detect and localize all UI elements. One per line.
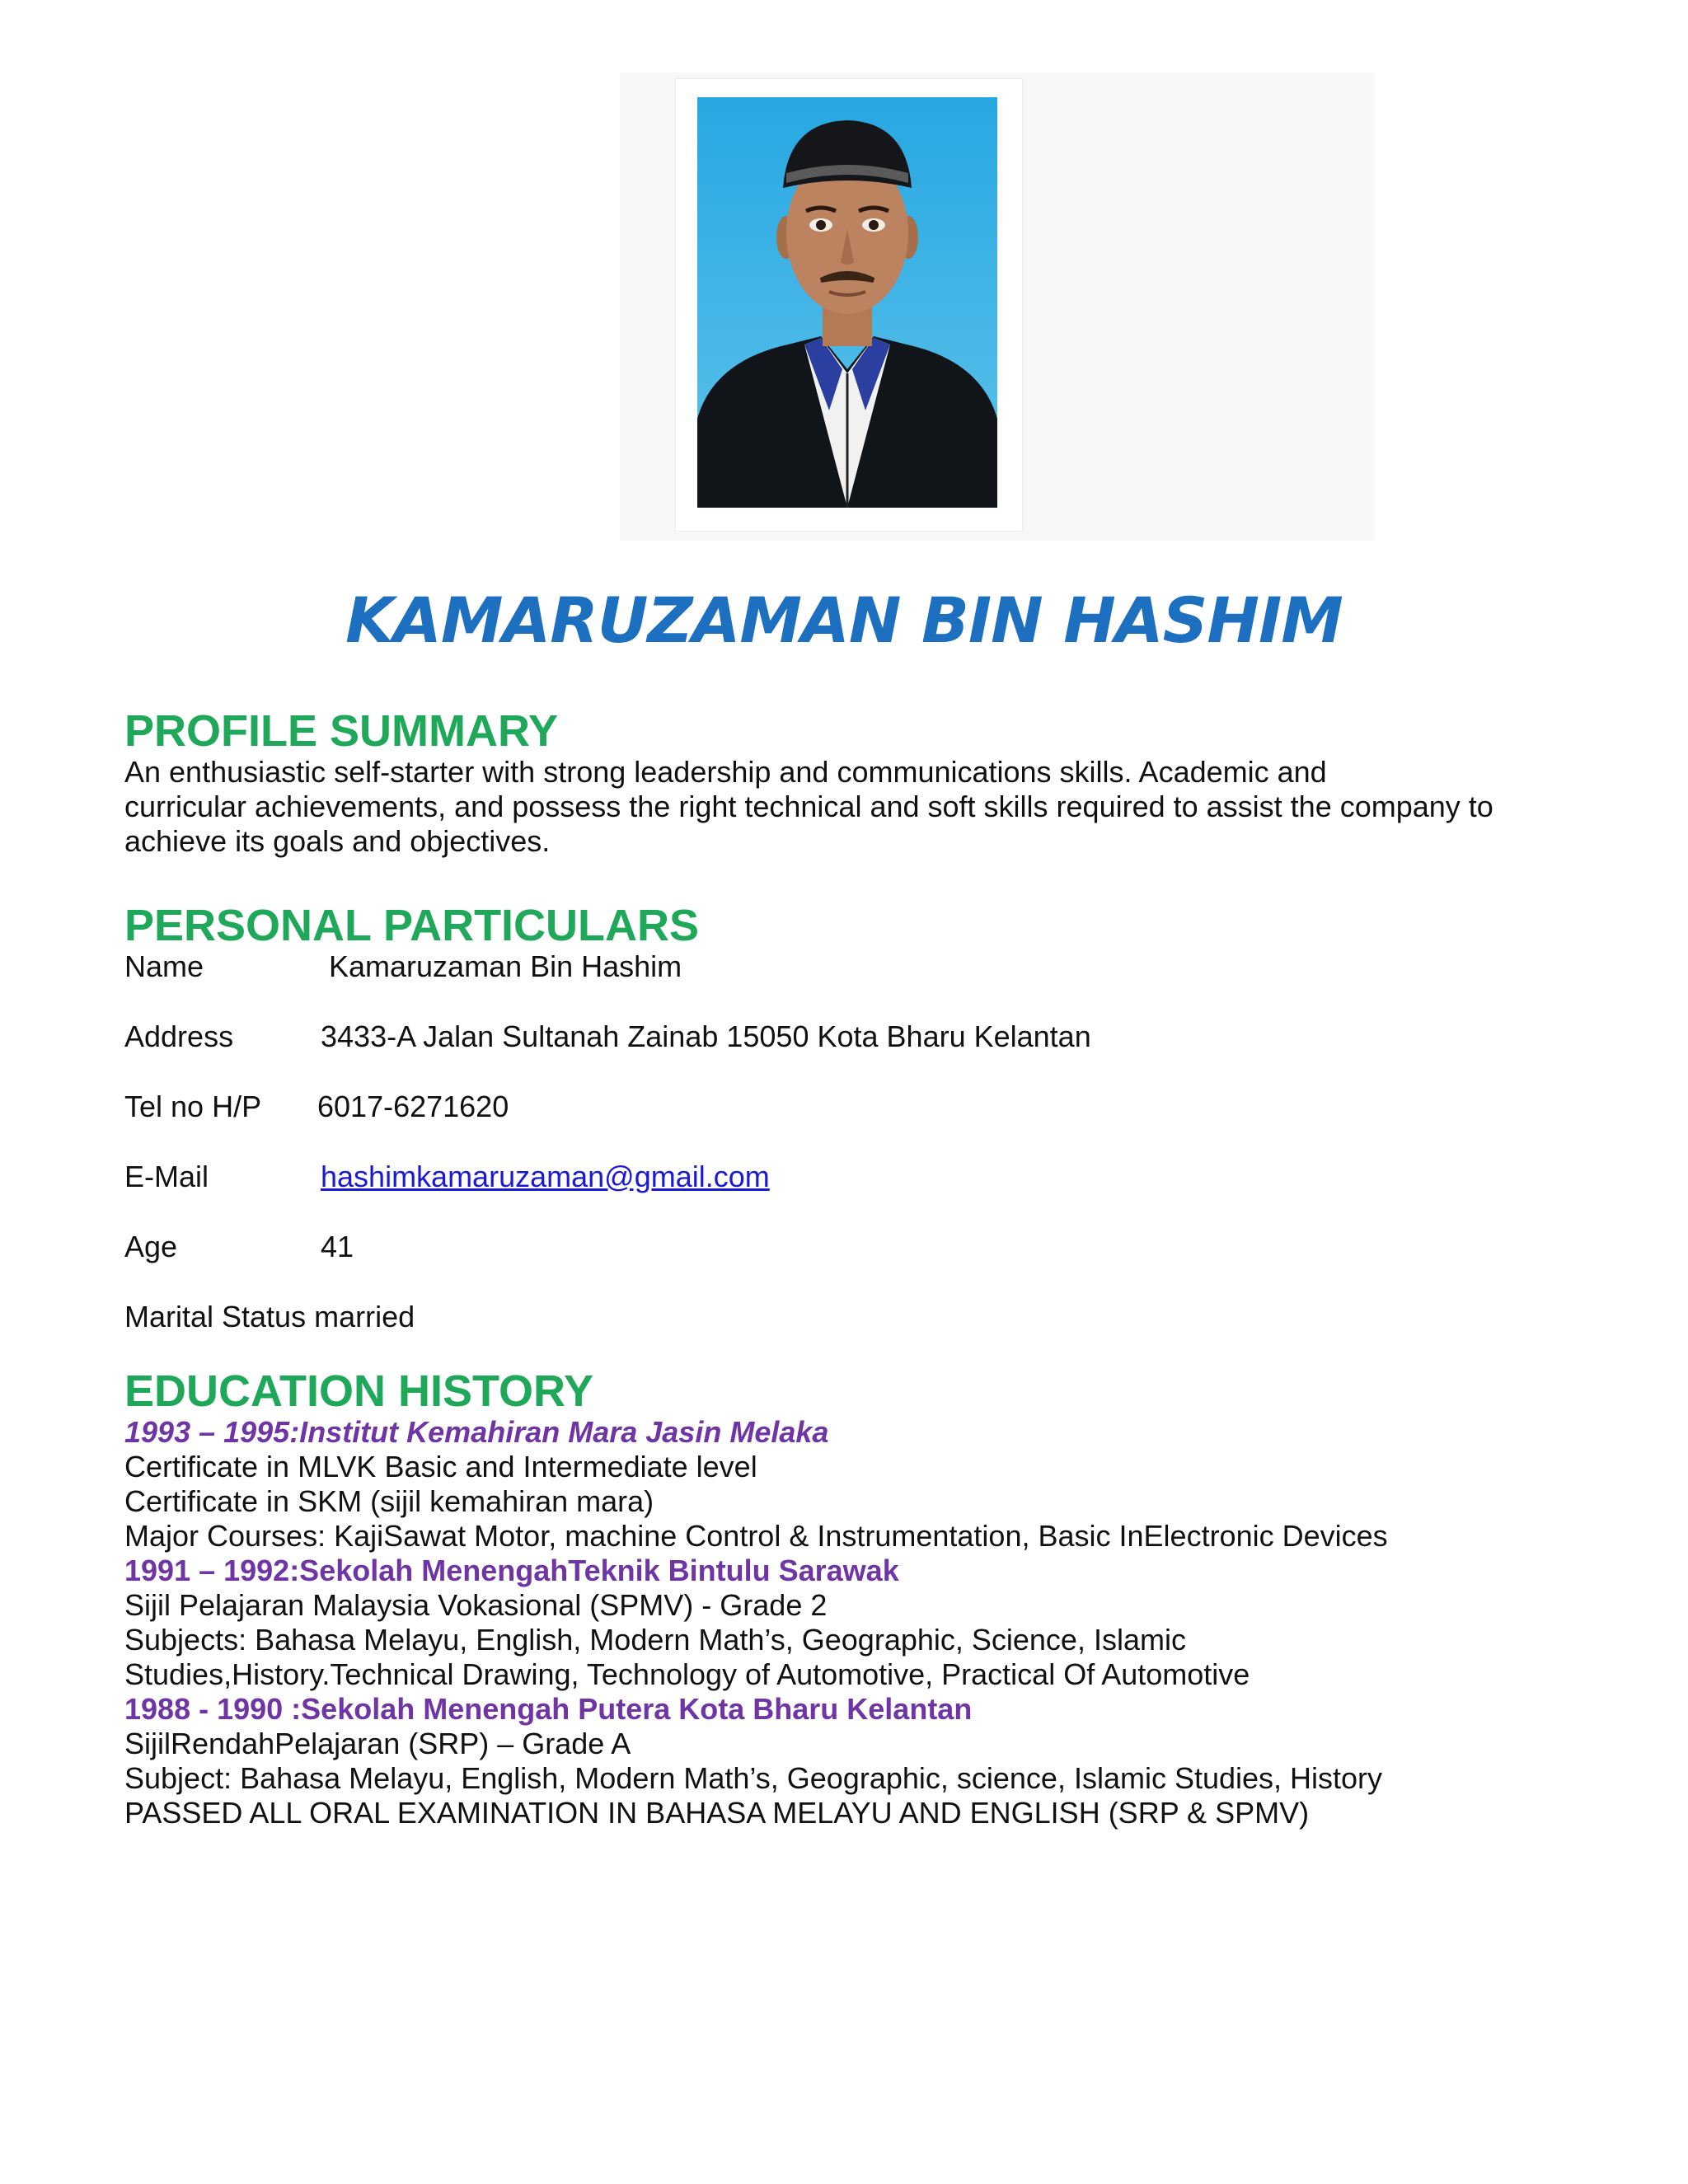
education-detail: SijilRendahPelajaran (SRP) – Grade A [124, 1727, 631, 1760]
particular-label: E-Mail [124, 1160, 209, 1193]
education-detail: Subjects: Bahasa Melayu, English, Modern Math’s, Geographic, Science, Islamic [124, 1623, 1186, 1657]
education-history [124, 1415, 1592, 1830]
particular-value: 41 [321, 1230, 354, 1263]
document-title: KAMARUZAMAN BIN HASHIM [345, 583, 1343, 657]
particular-label: Age [124, 1230, 178, 1263]
education-institution: 1991 – 1992:Sekolah MenengahTeknik Bintulu Sarawak [124, 1554, 899, 1587]
email-link[interactable]: hashimkamaruzaman@gmail.com [321, 1160, 770, 1193]
particular-value: 3433-A Jalan Sultanah Zainab 15050 Kota Bharu Kelantan [321, 1019, 1091, 1053]
education-detail: Subject: Bahasa Melayu, English, Modern Math’s, Geographic, science, Islamic Studies, History [124, 1761, 1383, 1795]
education-institution: 1988 - 1990 :Sekolah Menengah Putera Kota Bharu Kelantan [124, 1692, 973, 1726]
profile-summary-heading: PROFILE SUMMARY [124, 706, 558, 756]
summary-line: achieve its goals and objectives. [124, 824, 551, 858]
particular-value: 6017-6271620 [317, 1090, 509, 1123]
education-history-heading: EDUCATION HISTORY [124, 1366, 594, 1416]
resume-content [124, 707, 1592, 1830]
education-detail: PASSED ALL ORAL EXAMINATION IN BAHASA MELAYU AND ENGLISH (SRP & SPMV) [124, 1796, 1310, 1830]
education-detail: Studies,History.Technical Drawing, Technology of Automotive, Practical Of Automotive [124, 1657, 1250, 1691]
profile-summary [124, 755, 1592, 859]
personal-particulars-heading: PERSONAL PARTICULARS [124, 901, 700, 950]
education-institution: 1993 – 1995:Institut Kemahiran Mara Jasin Melaka [124, 1415, 829, 1449]
education-detail: Certificate in SKM (sijil kemahiran mara) [124, 1484, 654, 1518]
particular-row-address [124, 1019, 1592, 1054]
summary-line: curricular achievements, and possess the right technical and soft skills required to assist the company to [124, 790, 1493, 823]
particular-row-age [124, 1230, 1592, 1264]
particular-row-email [124, 1160, 1592, 1194]
summary-line: An enthusiastic self-starter with strong leadership and communications skills. Academic and [124, 755, 1327, 789]
education-detail: Major Courses: KajiSawat Motor, machine Control & Instrumentation, Basic InElectronic Devices [124, 1519, 1388, 1553]
profile-photo [697, 97, 997, 508]
particular-label: Tel no H/P [124, 1090, 262, 1123]
particular-value: married [314, 1300, 415, 1333]
particular-row-name [124, 949, 1592, 984]
education-entry [124, 1692, 1592, 1830]
education-detail: Sijil Pelajaran Malaysia Vokasional (SPMV) - Grade 2 [124, 1588, 828, 1622]
education-entry [124, 1415, 1592, 1554]
particular-row-phone [124, 1090, 1592, 1124]
particular-value: Kamaruzaman Bin Hashim [321, 949, 682, 983]
particular-label: Address [124, 1019, 234, 1053]
particular-label: Marital Status [124, 1300, 307, 1333]
particular-label: Name [124, 949, 204, 983]
particular-row-marital-status [124, 1300, 1592, 1334]
education-entry [124, 1554, 1592, 1692]
education-detail: Certificate in MLVK Basic and Intermediate level [124, 1450, 757, 1483]
personal-particulars [124, 949, 1592, 1334]
